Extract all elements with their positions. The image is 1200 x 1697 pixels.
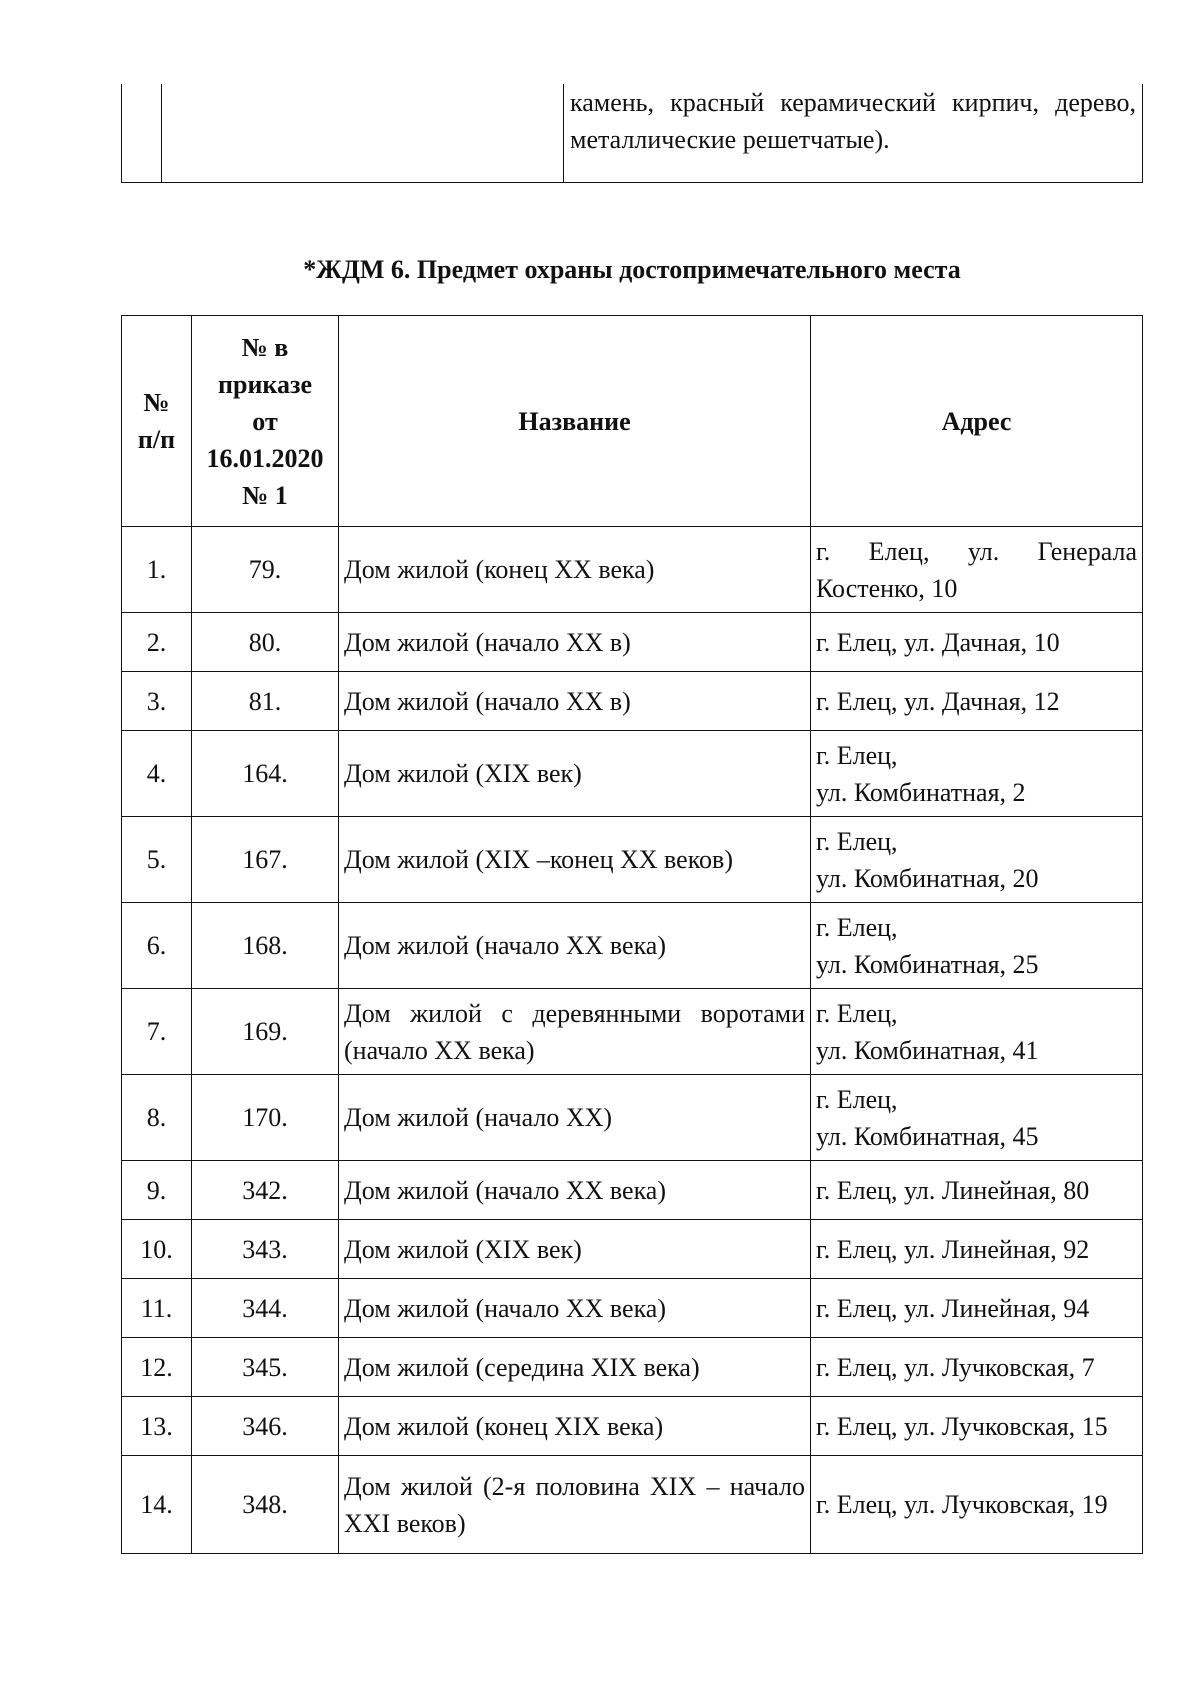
cell-num: 14. <box>122 1456 192 1554</box>
cell-num: 5. <box>122 817 192 903</box>
cell-name: Дом жилой (середина XIX века) <box>339 1338 811 1397</box>
table-row <box>122 903 1143 989</box>
cell-order: 167. <box>192 817 339 903</box>
cell-name: Дом жилой (конец XIX века) <box>339 1397 811 1456</box>
cell-order: 343. <box>192 1220 339 1279</box>
cell-order: 346. <box>192 1397 339 1456</box>
cell-address <box>811 1075 1143 1161</box>
address-line: ул. Комбинатная, 41 <box>816 1035 1039 1065</box>
table-header-row <box>122 316 1143 527</box>
cell-address: г. Елец, ул. Линейная, 80 <box>811 1161 1143 1220</box>
cell-name: Дом жилой (начало ХХ в) <box>339 672 811 731</box>
address-line: ул. Комбинатная, 25 <box>816 949 1039 979</box>
address-line: г. Елец, <box>816 912 898 942</box>
cell-name: Дом жилой (начало ХХ века) <box>339 1279 811 1338</box>
cell-order: 79. <box>192 527 339 613</box>
header-num: № п/п <box>122 316 192 527</box>
cell-num: 3. <box>122 672 192 731</box>
table-row <box>122 527 1143 613</box>
table-row <box>122 1279 1143 1338</box>
address-line: г. Елец, <box>816 1084 898 1114</box>
address-line: г. Елец, <box>816 826 898 856</box>
header-order: № в приказе от 16.01.2020 № 1 <box>192 316 339 527</box>
cell-address: г. Елец, ул. Дачная, 12 <box>811 672 1143 731</box>
cell-order: 348. <box>192 1456 339 1554</box>
cell-address <box>811 903 1143 989</box>
cell-order: 80. <box>192 613 339 672</box>
cell-name: Дом жилой (начало ХХ) <box>339 1075 811 1161</box>
header-address: Адрес <box>811 316 1143 527</box>
landmarks-table <box>121 315 1143 1554</box>
address-line: г. Елец, <box>816 740 898 770</box>
table-row <box>122 1338 1143 1397</box>
cell-name: Дом жилой (начало ХХ века) <box>339 1161 811 1220</box>
cell-num: 8. <box>122 1075 192 1161</box>
cell-num: 9. <box>122 1161 192 1220</box>
cell-num: 2. <box>122 613 192 672</box>
table-row <box>122 1397 1143 1456</box>
cell-num: 6. <box>122 903 192 989</box>
continuation-table <box>121 84 1143 183</box>
address-line: ул. Комбинатная, 2 <box>816 777 1026 807</box>
address-line: г. Елец, <box>816 998 898 1028</box>
cell-num: 13. <box>122 1397 192 1456</box>
header-name: Название <box>339 316 811 527</box>
table-cell <box>122 84 162 183</box>
cell-num: 1. <box>122 527 192 613</box>
address-line: ул. Комбинатная, 45 <box>816 1121 1039 1151</box>
table-row <box>122 84 1143 183</box>
cell-order: 81. <box>192 672 339 731</box>
cell-order: 344. <box>192 1279 339 1338</box>
address-line: ул. Комбинатная, 20 <box>816 863 1039 893</box>
cell-address: г. Елец, ул. Генерала Костенко, 10 <box>811 527 1143 613</box>
cell-name: Дом жилой (XIX век) <box>339 731 811 817</box>
table-row <box>122 731 1143 817</box>
cell-address: г. Елец, ул. Дачная, 10 <box>811 613 1143 672</box>
cell-name: Дом жилой (конец ХХ века) <box>339 527 811 613</box>
cell-name: Дом жилой (начало ХХ века) <box>339 903 811 989</box>
cell-name: Дом жилой (2-я половина XIX – начало XXI веков) <box>339 1456 811 1554</box>
cell-address: г. Елец, ул. Линейная, 92 <box>811 1220 1143 1279</box>
cell-address: г. Елец, ул. Лучковская, 7 <box>811 1338 1143 1397</box>
cell-address <box>811 989 1143 1075</box>
cell-name: Дом жилой (начало ХХ в) <box>339 613 811 672</box>
table-row <box>122 1220 1143 1279</box>
cell-num: 4. <box>122 731 192 817</box>
cell-address: г. Елец, ул. Лучковская, 19 <box>811 1456 1143 1554</box>
cell-address: г. Елец, ул. Лучковская, 15 <box>811 1397 1143 1456</box>
cell-num: 12. <box>122 1338 192 1397</box>
table-row <box>122 1161 1143 1220</box>
cell-order: 169. <box>192 989 339 1075</box>
table-row <box>122 989 1143 1075</box>
table-row <box>122 672 1143 731</box>
continuation-text: камень, красный керамический кирпич, дерево, металлические решетчатые). <box>564 84 1143 183</box>
table-row <box>122 817 1143 903</box>
cell-order: 345. <box>192 1338 339 1397</box>
cell-num: 7. <box>122 989 192 1075</box>
cell-name: Дом жилой с деревянными воротами (начало ХХ века) <box>339 989 811 1075</box>
table-row <box>122 613 1143 672</box>
cell-num: 11. <box>122 1279 192 1338</box>
cell-order: 170. <box>192 1075 339 1161</box>
table-cell <box>162 84 564 183</box>
table-row <box>122 1456 1143 1554</box>
section-title: *ЖДМ 6. Предмет охраны достопримечательного места <box>303 255 961 284</box>
cell-address: г. Елец, ул. Линейная, 94 <box>811 1279 1143 1338</box>
cell-order: 164. <box>192 731 339 817</box>
cell-order: 342. <box>192 1161 339 1220</box>
cell-name: Дом жилой (XIX век) <box>339 1220 811 1279</box>
table-row <box>122 1075 1143 1161</box>
cell-num: 10. <box>122 1220 192 1279</box>
cell-address <box>811 817 1143 903</box>
cell-order: 168. <box>192 903 339 989</box>
cell-name: Дом жилой (XIX –конец ХХ веков) <box>339 817 811 903</box>
cell-address <box>811 731 1143 817</box>
